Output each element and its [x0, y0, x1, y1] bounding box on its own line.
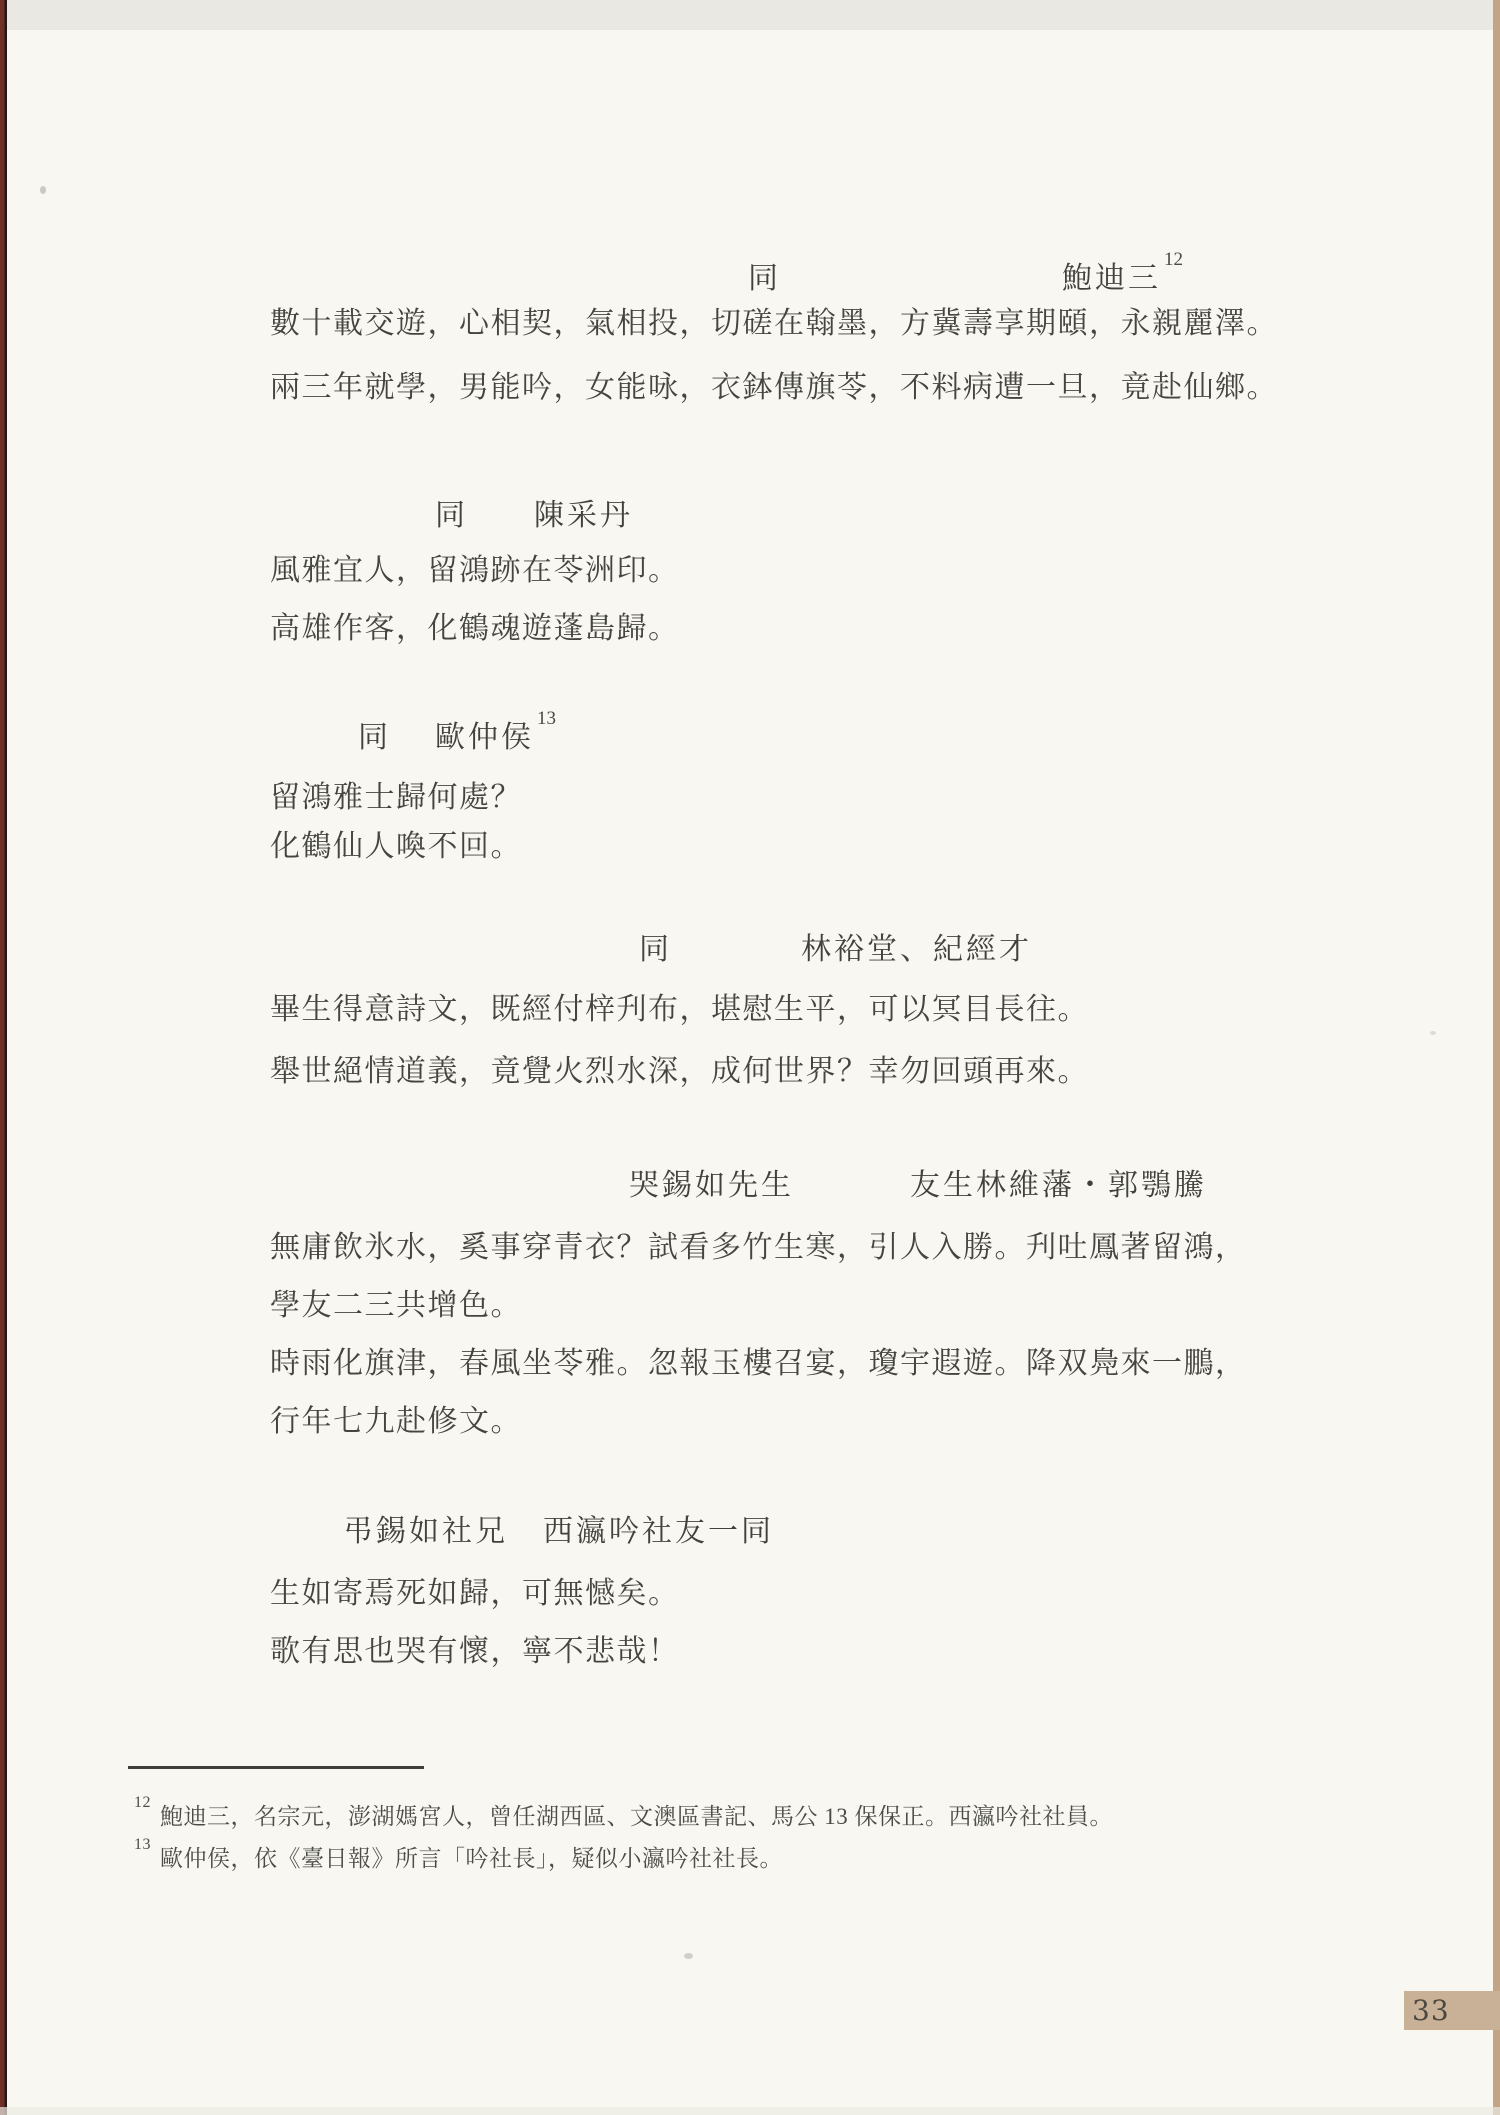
scan-top-shade: [0, 0, 1500, 30]
dedication-label: 同: [639, 933, 672, 966]
elegy-title: 哭錫如先生: [629, 1169, 794, 1202]
dedication-label: 同: [435, 499, 468, 532]
author-name: 歐仲侯: [435, 721, 534, 754]
verse-line: 行年七九赴修文。: [270, 1405, 522, 1438]
verse-line: 畢生得意詩文，既經付梓刋布，堪慰生平，可以冥目長往。: [270, 993, 1089, 1026]
scan-speck: [1430, 1031, 1436, 1035]
verse-line: 化鶴仙人喚不回。: [270, 830, 522, 863]
elegy-authors: 友生林維藩・郭鶚騰: [910, 1169, 1207, 1202]
scan-bottom-shade: [0, 2107, 1500, 2115]
dedication-author: [1062, 249, 1183, 297]
dedication-label: 同: [358, 721, 391, 754]
dedication-author: [435, 708, 556, 756]
footnote-number: 13: [134, 1836, 151, 1854]
footnote-separator: [128, 1766, 424, 1769]
verse-line: 生如寄焉死如歸，可無憾矣。: [270, 1577, 680, 1610]
elegy-authors: 西瀛吟社友一同: [543, 1515, 774, 1548]
verse-line: 風雅宜人，留鴻跡在苓洲印。: [270, 554, 680, 587]
scan-speck: [40, 186, 46, 194]
verse-line: 舉世絕情道義，竟覺火烈水深，成何世界？幸勿回頭再來。: [270, 1055, 1089, 1088]
elegy-title: 弔錫如社兄: [343, 1515, 508, 1548]
footnote-ref-12: 12: [1164, 249, 1183, 270]
page-number: 33: [1412, 1994, 1450, 2027]
dedication-label: 同: [748, 262, 781, 295]
dedication-author: 林裕堂、紀經才: [801, 933, 1032, 966]
scan-right-edge-strip: [1493, 0, 1500, 2115]
footnote-number: 12: [134, 1794, 151, 1812]
verse-line: 無庸飲氷水，奚事穿青衣？試看多竹生寒，引人入勝。刋吐鳳著留鴻，: [270, 1231, 1247, 1264]
footnote: [134, 1794, 1113, 1831]
scan-speck: [684, 1953, 693, 1959]
author-name: 鮑迪三: [1062, 262, 1161, 295]
scan-left-edge-strip: [0, 0, 7, 2115]
verse-line: 數十載交遊，心相契，氣相投，切磋在翰墨，方冀壽享期頤，永親麗澤。: [270, 307, 1278, 340]
verse-line: 兩三年就學，男能吟，女能咏，衣鉢傳旗苓，不料病遭一旦，竟赴仙鄉。: [270, 371, 1278, 404]
verse-line: 時雨化旗津，春風坐苓雅。忽報玉樓召宴，瓊宇遐遊。降双鳧來一鵬，: [270, 1347, 1247, 1380]
verse-line: 留鴻雅士歸何處？: [270, 781, 522, 814]
footnote: [134, 1836, 783, 1873]
footnote-ref-13: 13: [537, 708, 556, 729]
dedication-author: 陳采丹: [534, 499, 633, 532]
verse-line: 高雄作客，化鶴魂遊蓬島歸。: [270, 612, 680, 645]
footnote-text: 歐仲侯，依《臺日報》所言「吟社長」，疑似小瀛吟社社長。: [160, 1846, 783, 1871]
verse-line: 歌有思也哭有懷，寧不悲哉！: [270, 1635, 680, 1668]
footnote-text: 鮑迪三，名宗元，澎湖媽宮人，曾任湖西區、文澳區書記、馬公 13 保保正。西瀛吟社社員。: [160, 1804, 1113, 1829]
verse-line: 學友二三共增色。: [270, 1289, 522, 1322]
